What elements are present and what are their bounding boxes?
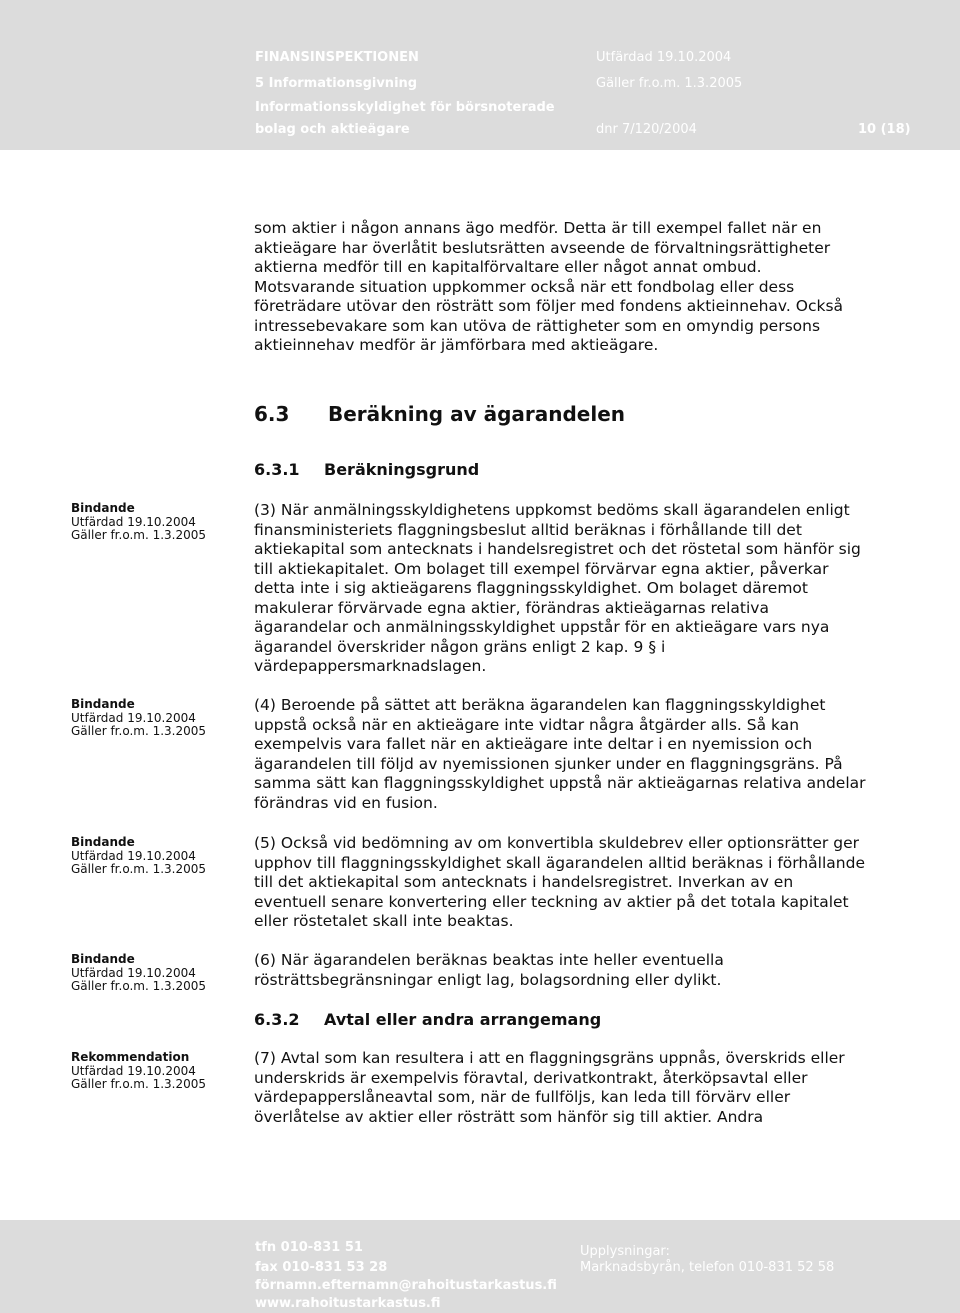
margin-note	[71, 698, 206, 739]
page-footer	[0, 1220, 960, 1313]
margin-status: Bindande	[71, 835, 135, 849]
subsection-heading	[254, 460, 479, 479]
margin-valid: Gäller fr.o.m. 1.3.2005	[71, 862, 207, 876]
header-valid: Gäller fr.o.m. 1.3.2005	[596, 76, 743, 91]
subsection-title: Avtal eller andra arrangemang	[324, 1010, 602, 1029]
section-heading	[254, 402, 625, 426]
header-section: 5 Informationsgivning	[255, 76, 418, 91]
margin-status: Bindande	[71, 501, 135, 515]
header-page-number: 10 (18)	[858, 122, 911, 137]
margin-note	[71, 953, 206, 994]
margin-issued: Utfärdad 19.10.2004	[71, 1063, 196, 1078]
margin-valid: Gäller fr.o.m. 1.3.2005	[71, 979, 207, 993]
intro-paragraph: som aktier i någon annans ägo medför. Detta är till exempel fallet när en aktieägare har överlåtit beslutsrätten avseende de förvaltningsrättigheter aktierna medför till en kapitalförvaltare eller något annat ombud. Motsvarande situation uppkommer också när ett fondbolag eller dess företrädare utövar den rösträtt som följer med fondens aktieinnehav. Också intressebevakare som kan utöva de rättigheter som en omyndig persons aktieinnehav medför är jämförbara med aktieägare.	[254, 219, 844, 354]
margin-issued: Utfärdad 19.10.2004	[71, 710, 196, 725]
paragraph-4: (4) Beroende på sättet att beräkna ägarandelen kan flaggningsskyldighet uppstå också när en aktieägare inte vidtar några åtgärder alls. Så kan exempelvis vara fallet när en aktieägare inte deltar i en nyemission och ägarandelen till följd av nyemissionen sjunker under en flaggningsgräns. På samma sätt kan flaggningsskyldighet uppstå när aktieägarnas relativa andelar förändras vid en fusion.	[254, 696, 866, 812]
paragraph-5: (5) Också vid bedömning av om konvertibla skuldebrev eller optionsrätter ger upphov till flaggningsskyldighet skall ägarandelen alltid beräknas i förhållande till det aktiekapital som antecknats i handelsregistret. Inverkan av en eventuell senare konvertering eller teckning av aktier på det totala kapitalet eller röstetalet skall inte beaktas.	[254, 834, 865, 930]
margin-issued: Utfärdad 19.10.2004	[71, 848, 196, 863]
subsection-number: 6.3.1	[254, 460, 300, 479]
footer-website[interactable]: www.rahoitustarkastus.fi	[255, 1296, 441, 1311]
header-topic-line1: Informationsskyldighet för börsnoterade	[255, 100, 555, 115]
paragraph-3: (3) När anmälningsskyldighetens uppkomst bedöms skall ägarandelen enligt finansministeriets flaggningsbeslut alltid beräknas i förhållande till det aktiekapital som antecknats i handelsregistret och det röstetal som hänför sig till aktiekapitalet. Om bolaget till exempel förvärvar egna aktier, påverkar detta inte i sig aktieägarens flaggningsskyldighet. Om bolaget däremot makulerar förvärvade egna aktier, förändras aktieägarnas relativa ägarandelar och anmälningsskyldighet uppstår för en aktieägare vars nya ägarandel överskrider någon gräns enligt 2 kap. 9 § i värdepappersmarknadslagen.	[254, 501, 861, 675]
margin-status: Bindande	[71, 952, 135, 966]
paragraph-7: (7) Avtal som kan resultera i att en flaggningsgräns uppnås, överskrids eller underskrids är exempelvis föravtal, derivatkontrakt, återköpsavtal eller värdepapperslåneavtal som, när de fullföljs, kan leda till förvärv eller överlåtelse av aktier eller rösträtt som hänför sig till aktier. Andra	[254, 1049, 845, 1126]
margin-status: Rekommendation	[71, 1050, 190, 1064]
subsection-title: Beräkningsgrund	[324, 460, 480, 479]
margin-note	[71, 1051, 206, 1092]
subsection-number: 6.3.2	[254, 1010, 300, 1029]
margin-valid: Gäller fr.o.m. 1.3.2005	[71, 724, 207, 738]
footer-info-label: Upplysningar:	[580, 1244, 670, 1259]
footer-phone: tfn 010-831 51	[255, 1240, 363, 1255]
header-org: FINANSINSPEKTIONEN	[255, 50, 419, 65]
section-number: 6.3	[254, 402, 290, 426]
margin-valid: Gäller fr.o.m. 1.3.2005	[71, 528, 207, 542]
margin-note	[71, 836, 206, 877]
header-issued: Utfärdad 19.10.2004	[596, 50, 732, 65]
margin-issued: Utfärdad 19.10.2004	[71, 514, 196, 529]
footer-info-contact: Marknadsbyrån, telefon 010-831 52 58	[580, 1260, 835, 1275]
footer-email[interactable]: förnamn.efternamn@rahoitustarkastus.fi	[255, 1278, 557, 1293]
header-topic-line2: bolag och aktieägare	[255, 122, 410, 137]
header-dnr: dnr 7/120/2004	[596, 122, 697, 137]
page-header	[0, 0, 960, 150]
paragraph-6: (6) När ägarandelen beräknas beaktas inte heller eventuella rösträttsbegränsningar enligt lag, bolagsordning eller dylikt.	[254, 951, 724, 989]
subsection-heading	[254, 1010, 601, 1029]
margin-valid: Gäller fr.o.m. 1.3.2005	[71, 1077, 207, 1091]
footer-fax: fax 010-831 53 28	[255, 1260, 388, 1275]
section-title: Beräkning av ägarandelen	[328, 402, 626, 426]
margin-status: Bindande	[71, 697, 135, 711]
margin-issued: Utfärdad 19.10.2004	[71, 965, 196, 980]
margin-note	[71, 502, 206, 543]
